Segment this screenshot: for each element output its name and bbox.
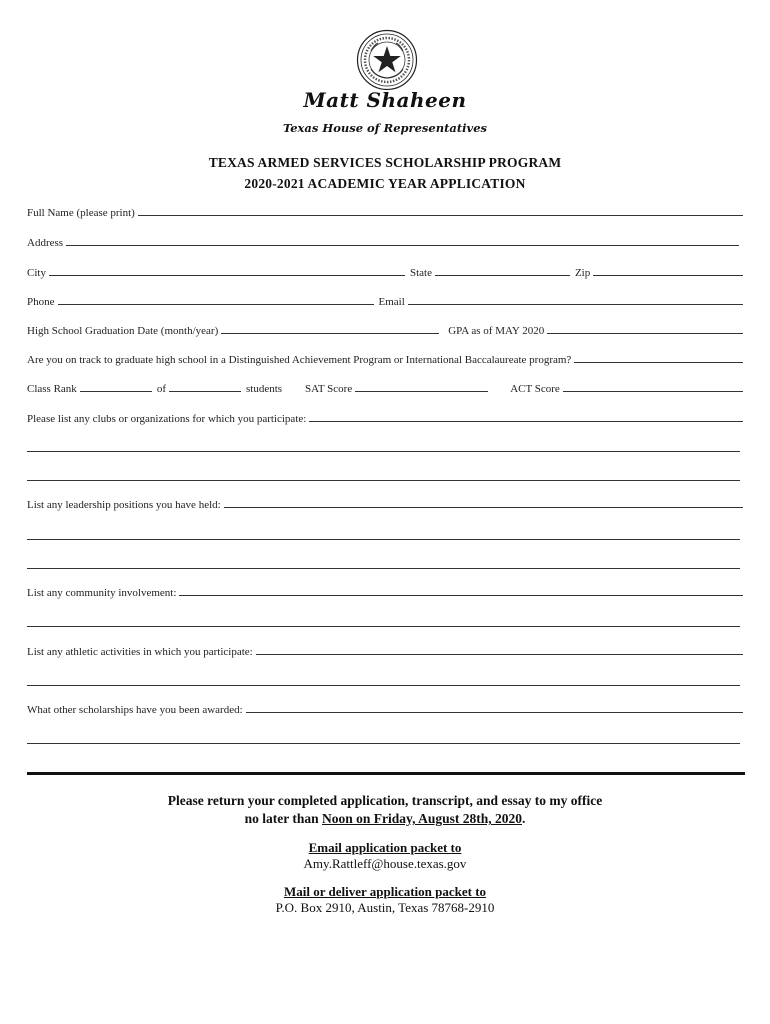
representative-office: Texas House of Representatives <box>282 121 487 135</box>
scholarships-line-2[interactable] <box>27 743 740 744</box>
community-label: List any community involvement: <box>27 587 177 599</box>
city-field[interactable] <box>49 275 405 276</box>
sat-label: SAT Score <box>305 383 353 395</box>
clubs-row <box>27 409 743 425</box>
distinguished-program-label: Are you on track to graduate high school in a Distinguished Achievement Program or International Baccalaureate program? <box>27 354 572 366</box>
deadline-line <box>0 811 770 827</box>
community-row <box>27 583 743 599</box>
community-line-2[interactable] <box>27 626 740 627</box>
leadership-line-2[interactable] <box>27 539 740 540</box>
mail-heading: Mail or deliver application packet to <box>283 884 487 899</box>
athletic-field[interactable] <box>256 654 743 655</box>
email-field[interactable] <box>408 304 743 305</box>
gpa-label: GPA as of MAY 2020 <box>448 325 545 337</box>
leadership-label: List any leadership positions you have held: <box>27 499 221 511</box>
program-title: TEXAS ARMED SERVICES SCHOLARSHIP PROGRAM <box>208 155 562 170</box>
deadline-prefix: no later than <box>244 811 323 826</box>
graduation-gpa-row <box>27 321 743 337</box>
leadership-row <box>27 495 743 511</box>
clubs-label: Please list any clubs or organizations for which you participate: <box>27 413 307 425</box>
clubs-line-3[interactable] <box>27 480 740 481</box>
community-field[interactable] <box>179 595 743 596</box>
city-state-zip-row <box>27 263 743 279</box>
mail-address: P.O. Box 2910, Austin, Texas 78768-2910 <box>275 900 495 915</box>
clubs-line-2[interactable] <box>27 451 740 452</box>
full-name-label: Full Name (please print) <box>27 207 135 219</box>
texas-house-seal-icon <box>356 29 418 91</box>
graduation-date-label: High School Graduation Date (month/year) <box>27 325 219 337</box>
full-name-row <box>27 203 743 219</box>
representative-name: Matt Shaheen <box>303 88 467 112</box>
full-name-field[interactable] <box>138 215 743 216</box>
act-score-field[interactable] <box>563 391 743 392</box>
class-rank-label: Class Rank <box>27 383 77 395</box>
class-rank-field[interactable] <box>80 391 152 392</box>
scholarships-label: What other scholarships have you been awarded: <box>27 704 243 716</box>
deadline-date: Noon on Friday, August 28th, 2020 <box>322 811 522 826</box>
application-year-title: 2020-2021 ACADEMIC YEAR APPLICATION <box>244 176 526 191</box>
city-label: City <box>27 267 46 279</box>
scholarships-field[interactable] <box>246 712 743 713</box>
leadership-field[interactable] <box>224 507 743 508</box>
act-label: ACT Score <box>510 383 560 395</box>
scholarships-row <box>27 700 743 716</box>
clubs-field[interactable] <box>309 421 743 422</box>
email-address[interactable]: Amy.Rattleff@house.texas.gov <box>303 856 467 871</box>
return-instructions: Please return your completed application, transcript, and essay to my office <box>167 793 603 808</box>
phone-email-row <box>27 292 743 308</box>
deadline-suffix: . <box>521 811 526 826</box>
phone-label: Phone <box>27 296 55 308</box>
athletic-line-2[interactable] <box>27 685 740 686</box>
distinguished-program-row <box>27 350 743 366</box>
state-label: State <box>409 267 432 279</box>
graduation-date-field[interactable] <box>221 333 439 334</box>
athletic-label: List any athletic activities in which you participate: <box>27 646 253 658</box>
zip-field[interactable] <box>593 275 743 276</box>
gpa-field[interactable] <box>547 333 743 334</box>
address-label: Address <box>27 237 64 249</box>
leadership-line-3[interactable] <box>27 568 740 569</box>
of-label: of <box>156 383 166 395</box>
sat-score-field[interactable] <box>355 391 488 392</box>
phone-field[interactable] <box>58 304 374 305</box>
class-size-field[interactable] <box>169 391 241 392</box>
rank-scores-row <box>27 379 743 395</box>
email-heading: Email application packet to <box>308 840 462 855</box>
students-label: students <box>245 383 283 395</box>
state-field[interactable] <box>435 275 570 276</box>
address-field[interactable] <box>66 245 739 246</box>
address-row <box>27 233 739 249</box>
email-label: Email <box>378 296 405 308</box>
zip-label: Zip <box>574 267 591 279</box>
athletic-row <box>27 642 743 658</box>
section-divider <box>27 772 745 775</box>
distinguished-program-field[interactable] <box>574 362 743 363</box>
